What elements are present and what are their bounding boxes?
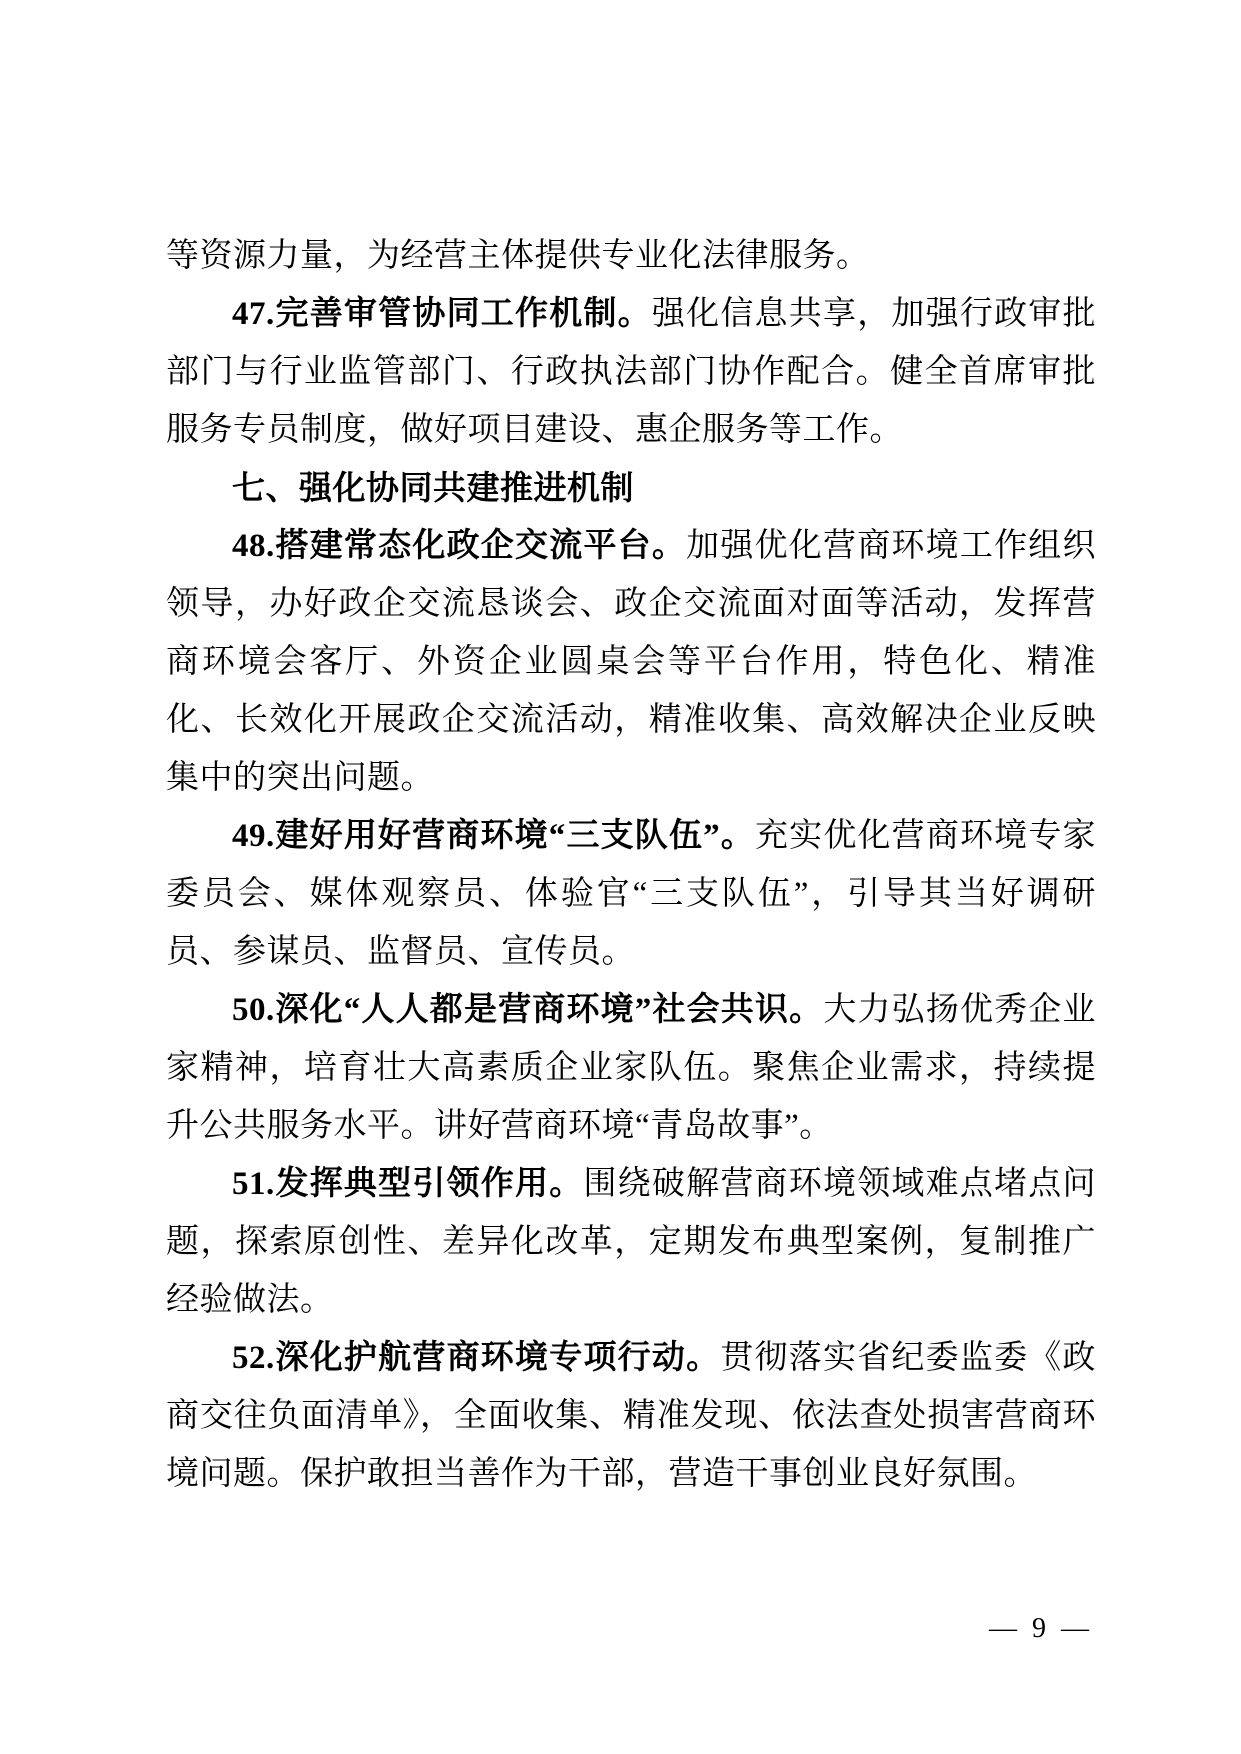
item-text: 加强优化营商环境工作组织领导，办好政企交流恳谈会、政企交流面对面等活动，发挥营商环境会客厅、外资企业圆桌会等平台作用，特色化、精准化、长效化开展政企交流活动，精准收集、高效解决企业反映集中的突出问题。 <box>166 528 1096 796</box>
item-lead: 48.搭建常态化政企交流平台。 <box>232 528 687 564</box>
document-body <box>166 227 1096 1503</box>
item-lead: 51.发挥典型引领作用。 <box>232 1166 584 1202</box>
item-lead: 52.深化护航营商环境专项行动。 <box>232 1340 721 1376</box>
item-text: 围绕破解营商环境领域难点堵点问题，探索原创性、差异化改革，定期发布典型案例，复制推广经验做法。 <box>166 1166 1096 1318</box>
numbered-item <box>166 285 1096 459</box>
numbered-item <box>166 517 1096 807</box>
item-lead: 47.完善审管协同工作机制。 <box>232 296 652 332</box>
numbered-item <box>166 981 1096 1155</box>
item-text: 充实优化营商环境专家委员会、媒体观察员、体验官“三支队伍”，引导其当好调研员、参谋员、监督员、宣传员。 <box>166 818 1097 970</box>
numbered-item <box>166 807 1096 981</box>
item-text: 强化信息共享，加强行政审批部门与行业监管部门、行政执法部门协作配合。健全首席审批服务专员制度，做好项目建设、惠企服务等工作。 <box>166 296 1096 448</box>
numbered-item <box>166 1155 1096 1329</box>
item-text: 贯彻落实省纪委监委《政商交往负面清单》，全面收集、精准发现、依法查处损害营商环境问题。保护敢担当善作为干部，营造干事创业良好氛围。 <box>166 1340 1096 1492</box>
page-footer <box>929 1578 1089 1680</box>
item-text: 等资源力量，为经营主体提供专业化法律服务。 <box>166 238 870 274</box>
numbered-item <box>166 1329 1096 1503</box>
item-lead: 50.深化“人人都是营商环境”社会共识。 <box>232 992 824 1028</box>
section-heading: 七、强化协同共建推进机制 <box>232 469 634 506</box>
item-lead: 49.建好用好营商环境“三支队伍”。 <box>232 818 755 854</box>
body-paragraph <box>166 227 1096 285</box>
page-number: — 9 — <box>989 1613 1089 1644</box>
item-text: 大力弘扬优秀企业家精神，培育壮大高素质企业家队伍。聚焦企业需求，持续提升公共服务水平。讲好营商环境“青岛故事”。 <box>166 992 1097 1144</box>
